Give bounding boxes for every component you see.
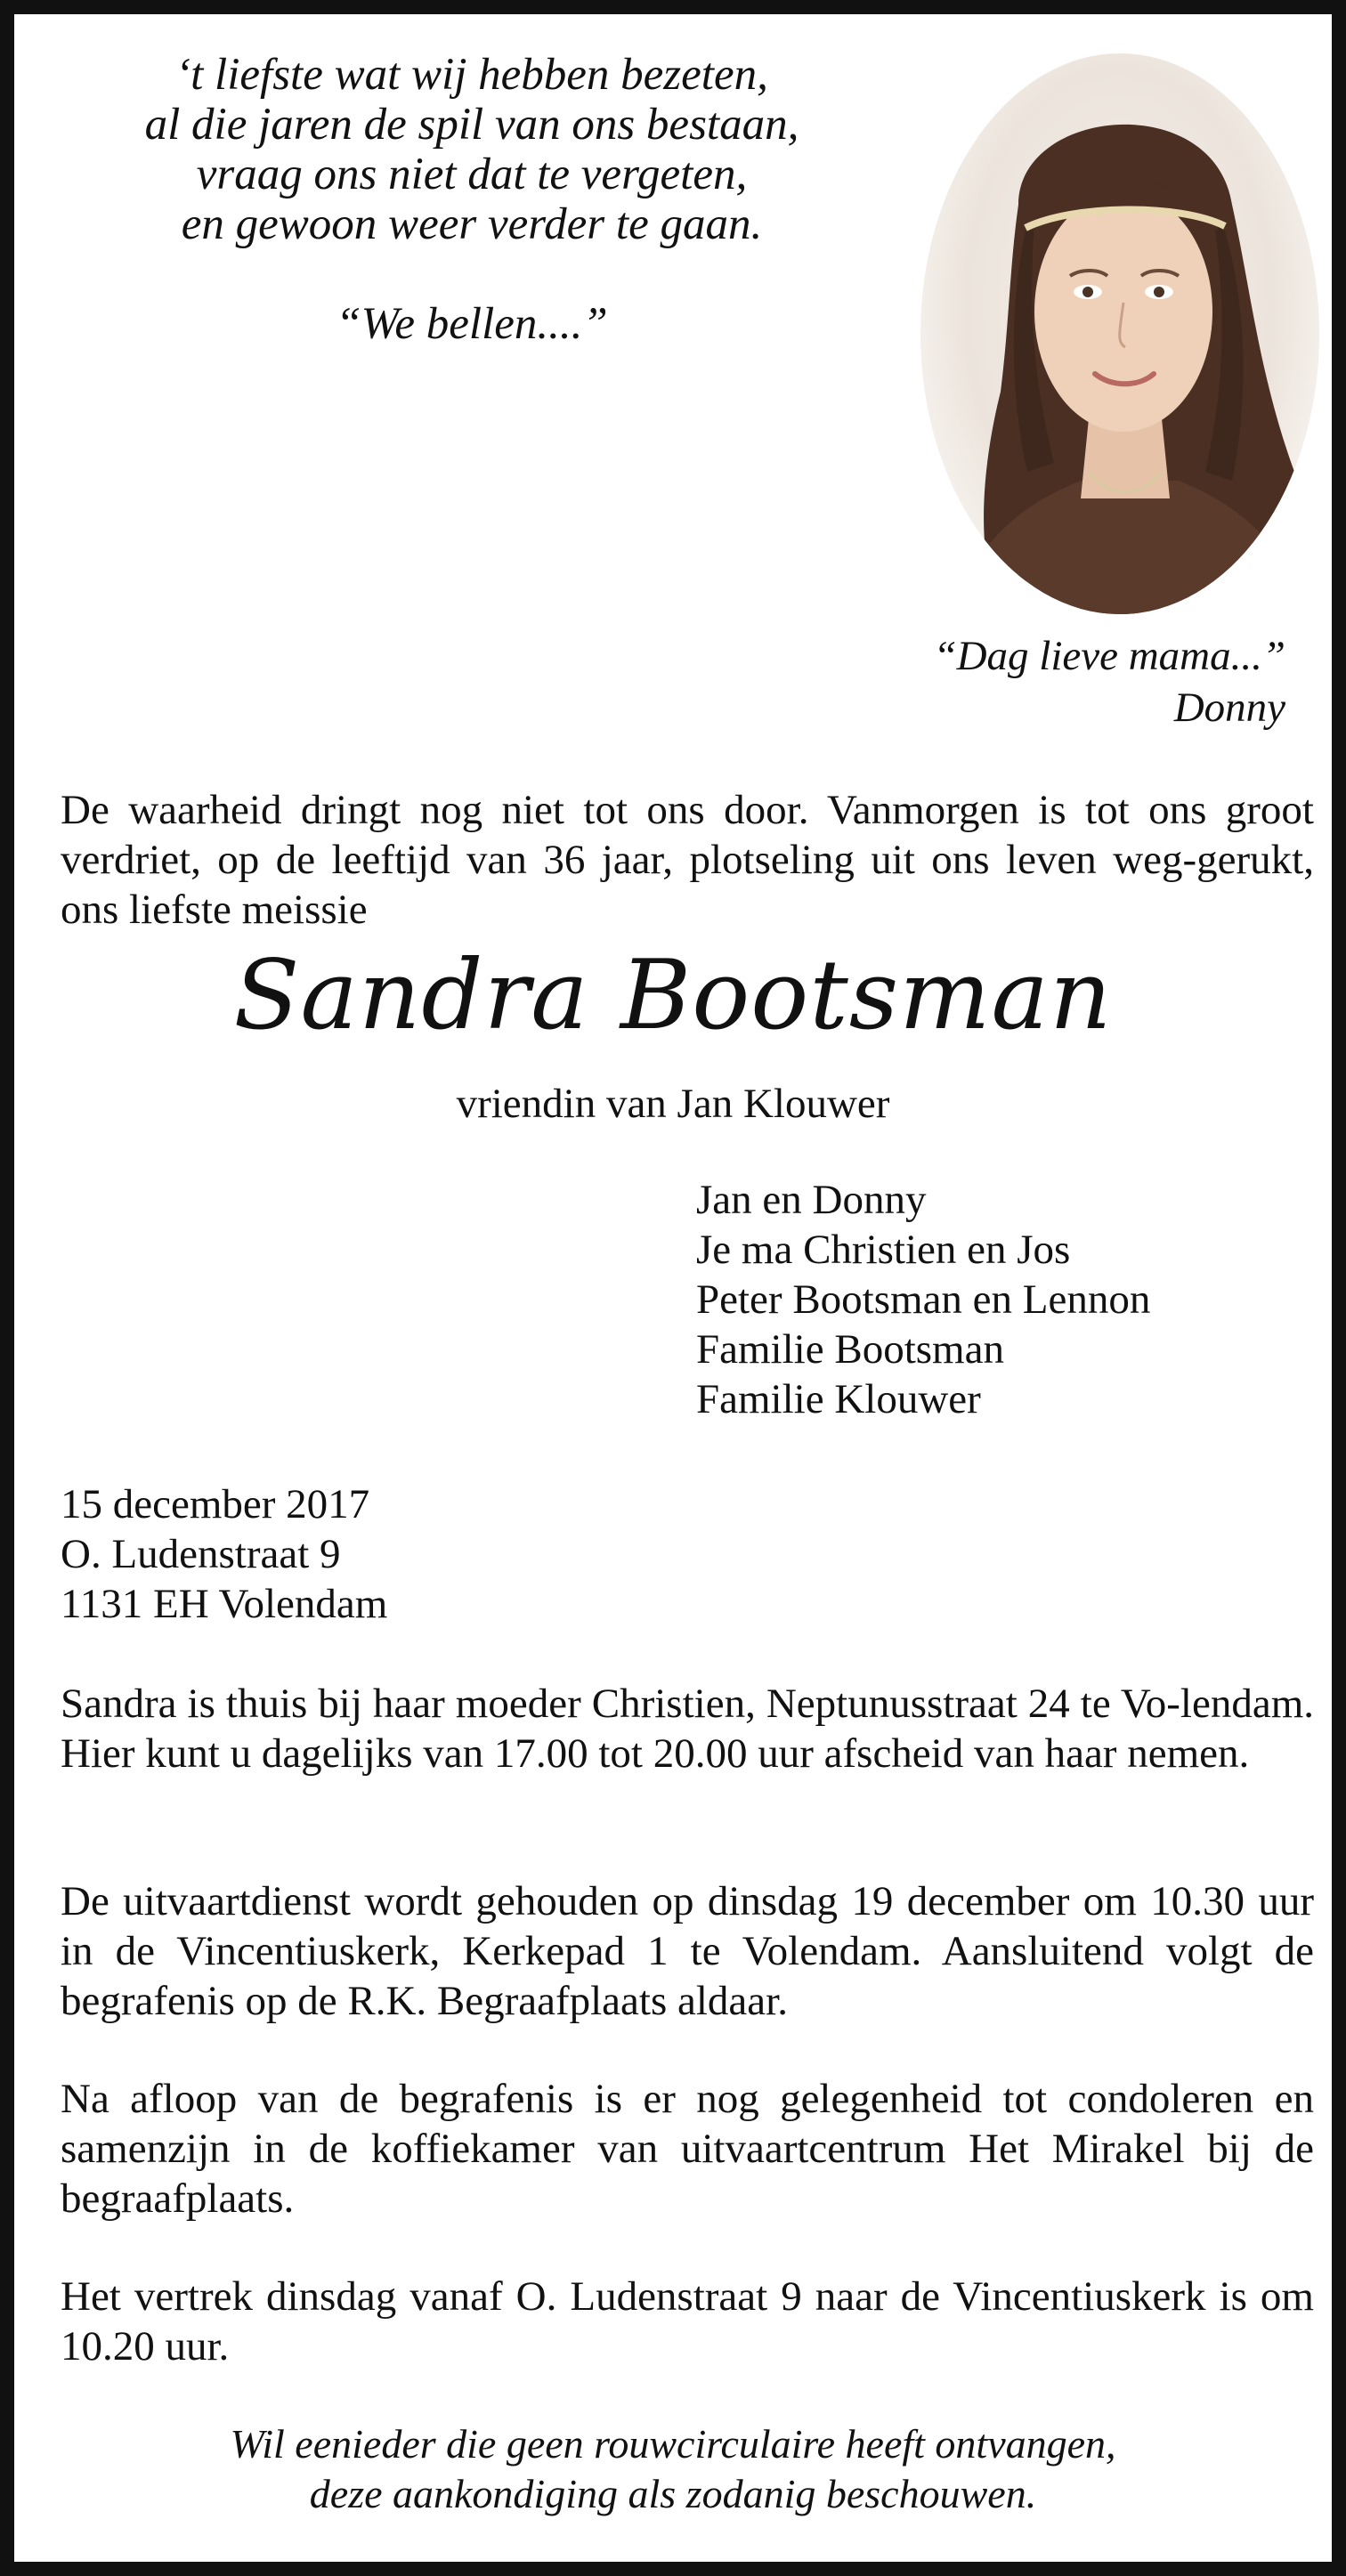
family-member: Peter Bootsman en Lennon [696,1276,1151,1323]
photo-caption [823,630,1285,733]
notice-date: 15 december 2017 [61,1481,370,1527]
poem-line: vraag ons niet dat te vergeten, [196,150,748,199]
deceased-name: Sandra Bootsman [233,940,1113,1051]
family-member: Jan en Donny [696,1177,927,1223]
family-member: Je ma Christien en Jos [696,1227,1071,1273]
address-street: O. Ludenstraat 9 [61,1531,341,1577]
deceased-relation: vriendin van Jan Klouwer [456,1081,890,1127]
caption-signature: Donny [1173,685,1285,731]
portrait-photo [920,53,1319,614]
poem-quote: “We bellen....” [336,299,608,349]
footer-note [14,2419,1332,2519]
footer-line: deze aankondiging als zodanig beschouwen. [309,2471,1037,2516]
paragraph-service: De uitvaartdienst wordt gehouden op dinsdag 19 december om 10.30 uur in de Vincentiuskerk, Kerkepad 1 te Volendam. Aansluitend volgt de begrafenis op de R.K. Begraafplaats aldaar. [61,1878,1314,2024]
poem-spacer [80,249,864,299]
intro-text: De waarheid dringt nog niet tot ons door. Vanmorgen is tot ons groot verdriet, op de leeftijd van 36 jaar, plotseling uit ons leven weg-gerukt, ons liefste meissie [61,787,1314,933]
address-city: 1131 EH Volendam [61,1581,388,1627]
poem-line: en gewoon weer verder te gaan. [181,199,763,249]
family-list [696,1175,1319,1424]
paragraph-viewing: Sandra is thuis bij haar moeder Christien, Neptunusstraat 24 te Vo-lendam. Hier kunt u dagelijks van 17.00 tot 20.00 uur afscheid van haar nemen. [61,1681,1314,1777]
caption-quote: “Dag lieve mama...” [933,633,1285,679]
family-member: Familie Klouwer [696,1376,981,1422]
poem-line: al die jaren de spil van ons bestaan, [144,100,799,150]
footer-line: Wil eenieder die geen rouwcirculaire heeft ontvangen, [230,2421,1116,2467]
family-member: Familie Bootsman [696,1326,1004,1373]
poem-line: ‘t liefste wat wij hebben bezeten, [175,50,768,100]
paragraph-departure: Het vertrek dinsdag vanaf O. Ludenstraat 9 naar de Vincentiuskerk is om 10.20 uur. [61,2273,1314,2369]
paragraph-condolences: Na afloop van de begrafenis is er nog gelegenheid tot condoleren en samenzijn in de koffiekamer van uitvaartcentrum Het Mirakel bij de begraafplaats. [61,2076,1314,2222]
portrait-illustration [920,53,1319,614]
poem [80,50,864,349]
correspondence-address [61,1479,773,1629]
